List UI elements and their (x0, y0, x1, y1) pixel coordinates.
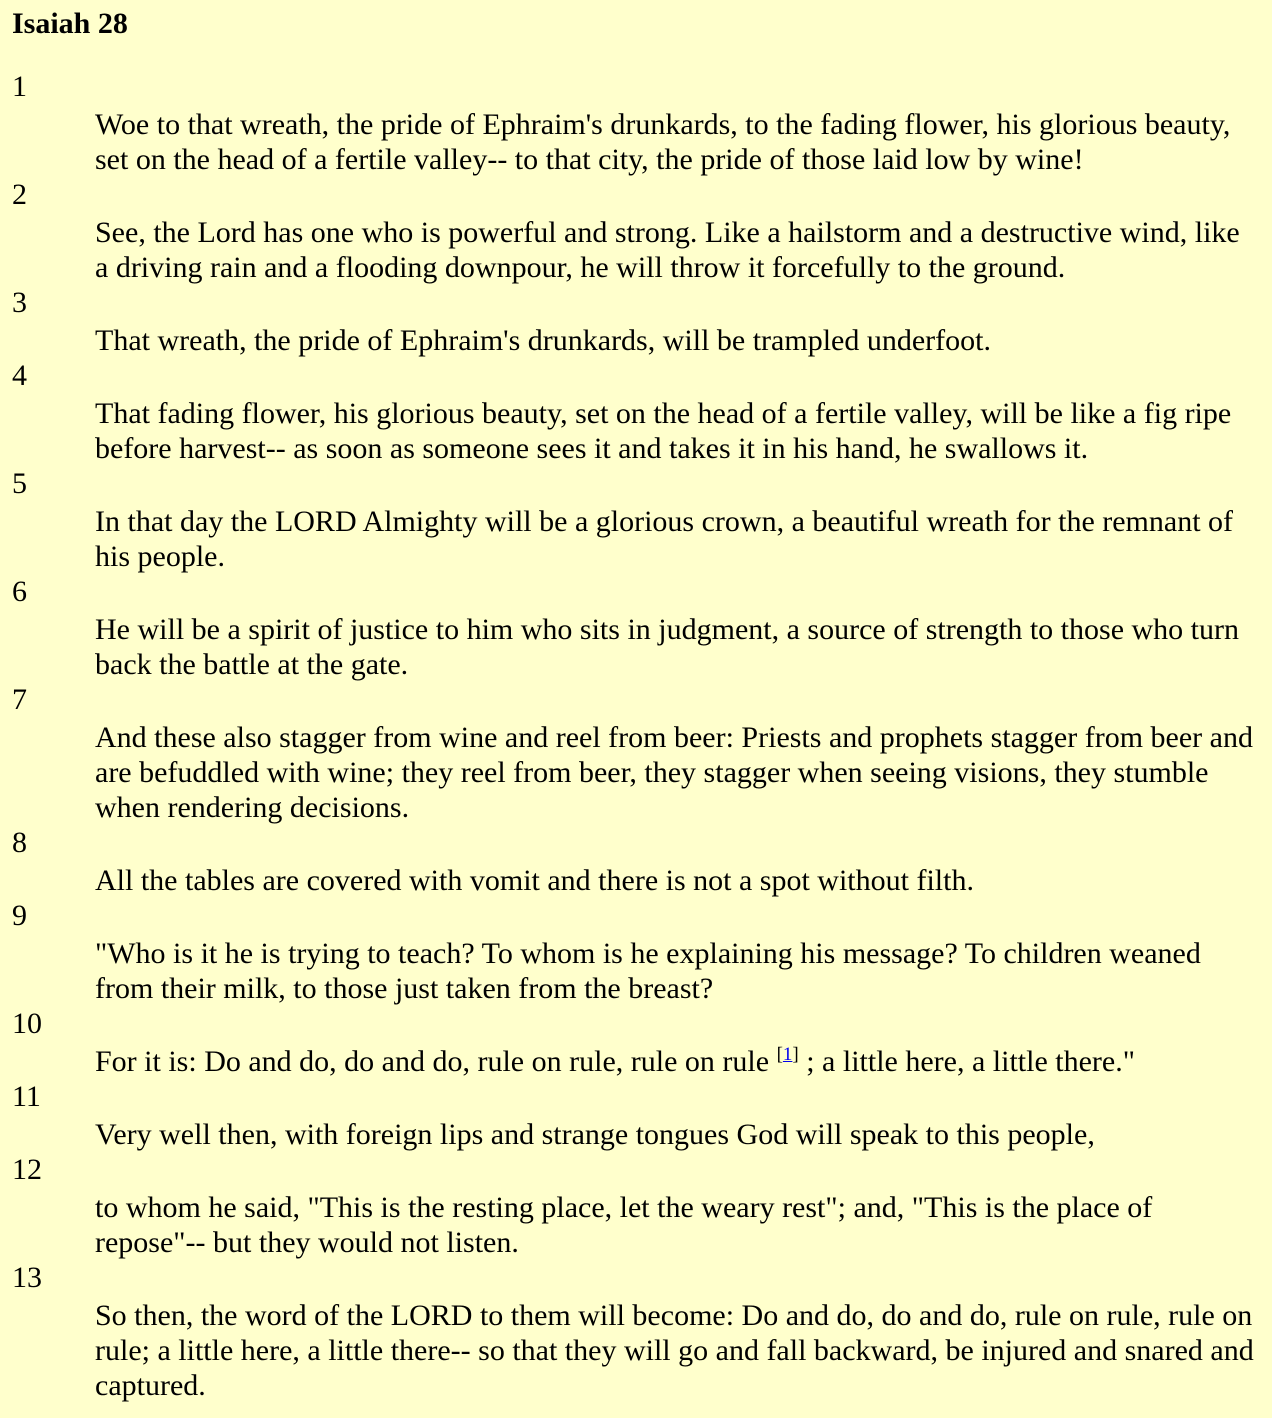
verse-number: 1 (12, 70, 27, 103)
verse-text: That fading flower, his glorious beauty, set on the head of a fertile valley, will be like a fig ripe before harvest-- as soon as someone sees it and takes it in his hand, he swallows it. (95, 397, 1232, 465)
verse-3 (12, 285, 1258, 358)
verse-number: 12 (12, 1153, 42, 1186)
verse-number: 6 (12, 575, 27, 608)
verse-9 (12, 898, 1258, 1006)
verse-4 (12, 358, 1258, 466)
footnote-link[interactable]: 1 (782, 1044, 793, 1065)
verse-13 (12, 1260, 1258, 1403)
verse-1 (12, 69, 1258, 177)
verse-2 (12, 177, 1258, 285)
verse-text: Woe to that wreath, the pride of Ephraim's drunkards, to the fading flower, his glorious beauty, set on the head of a fertile valley-- to that city, the pride of those laid low by wine! (95, 108, 1231, 176)
verse-number: 7 (12, 683, 27, 716)
verse-text: "Who is it he is trying to teach? To whom is he explaining his message? To children weaned from their milk, to those just taken from the breast? (95, 937, 1201, 1005)
verse-12 (12, 1152, 1258, 1260)
verse-text: to whom he said, "This is the resting place, let the weary rest"; and, "This is the place of repose"-- but they would not listen. (95, 1191, 1153, 1259)
verse-number: 5 (12, 467, 27, 500)
footnote-marker (777, 1044, 799, 1065)
verse-8 (12, 825, 1258, 898)
footnote-close-bracket: ] (792, 1044, 799, 1065)
verse-number: 10 (12, 1007, 42, 1040)
verse-number: 2 (12, 178, 27, 211)
footnote-open-bracket: [ (776, 1044, 783, 1065)
verse-text: So then, the word of the LORD to them will become: Do and do, do and do, rule on rule, rule on rule; a little here, a little there-- so that they will go and fall backward, be injured and snared and captured. (95, 1299, 1254, 1402)
verse-text: He will be a spirit of justice to him who sits in judgment, a source of strength to those who turn back the battle at the gate. (95, 613, 1239, 681)
verse-number: 11 (12, 1080, 41, 1113)
verse-text-segment: ; a little here, a little there." (798, 1045, 1135, 1078)
verse-text: All the tables are covered with vomit and there is not a spot without filth. (95, 864, 974, 897)
verse-text-segment: For it is: Do and do, do and do, rule on rule, rule on rule (95, 1045, 777, 1078)
verse-list (12, 69, 1258, 1403)
verse-text: Very well then, with foreign lips and strange tongues God will speak to this people, (95, 1118, 1095, 1151)
verse-11 (12, 1079, 1258, 1152)
verse-text: And these also stagger from wine and reel from beer: Priests and prophets stagger from beer and are befuddled with wine; they reel from beer, they stagger when seeing visions, they stumble when rendering decisions. (95, 721, 1253, 824)
verse-text: See, the Lord has one who is powerful and strong. Like a hailstorm and a destructive wind, like a driving rain and a flooding downpour, he will throw it forcefully to the ground. (95, 216, 1240, 284)
chapter-heading: Isaiah 28 (12, 7, 128, 40)
verse-text: That wreath, the pride of Ephraim's drunkards, will be trampled underfoot. (95, 324, 991, 357)
verse-number: 3 (12, 286, 27, 319)
verse-10 (12, 1006, 1258, 1079)
verse-number: 8 (12, 826, 27, 859)
verse-6 (12, 574, 1258, 682)
verse-number: 9 (12, 899, 27, 932)
verse-5 (12, 466, 1258, 574)
verse-number: 13 (12, 1261, 42, 1294)
verse-text (95, 1044, 1258, 1079)
verse-7 (12, 682, 1258, 825)
verse-number: 4 (12, 359, 27, 392)
verse-text: In that day the LORD Almighty will be a glorious crown, a beautiful wreath for the remnant of his people. (95, 505, 1234, 573)
